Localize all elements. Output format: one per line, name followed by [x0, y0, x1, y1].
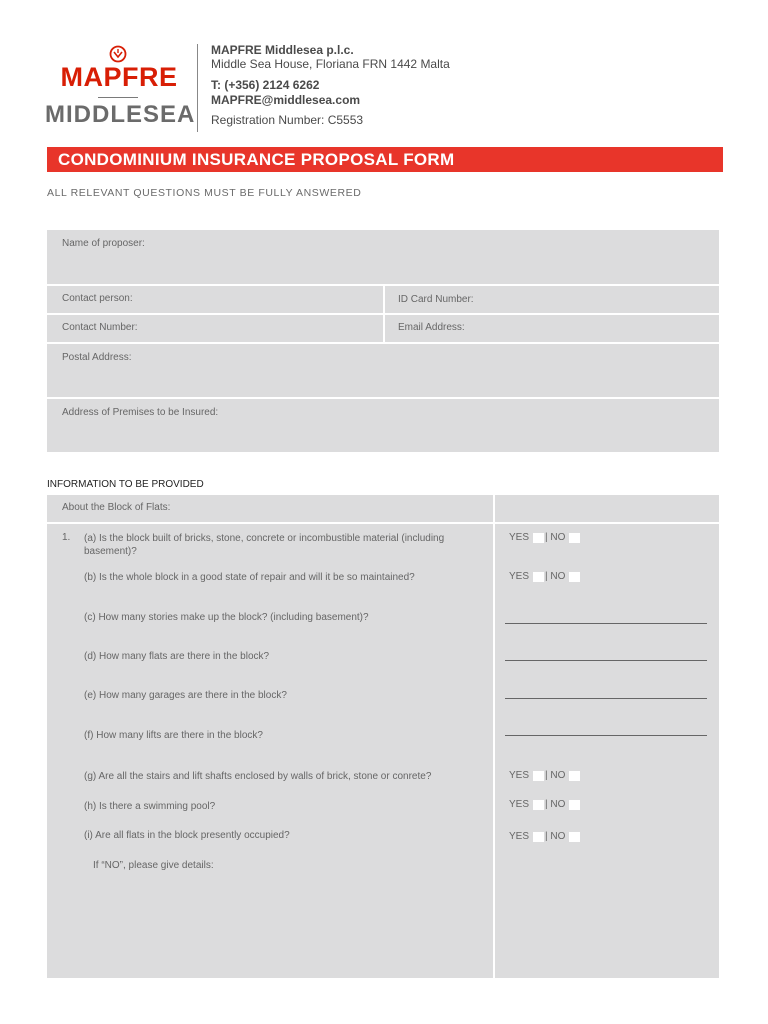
- answer-c-line[interactable]: [505, 623, 707, 624]
- logo-sub: MIDDLESEA: [45, 101, 196, 128]
- info-heading: INFORMATION TO BE PROVIDED: [47, 479, 204, 490]
- form-subtitle: ALL RELEVANT QUESTIONS MUST BE FULLY ANSWERED: [47, 187, 362, 199]
- answer-b-no-checkbox[interactable]: [569, 572, 580, 582]
- answer-header-cell: [495, 495, 719, 522]
- answer-a-yes-checkbox[interactable]: [533, 533, 544, 543]
- about-label: About the Block of Flats:: [62, 502, 171, 513]
- yes-label: YES: [509, 770, 530, 781]
- form-title: CONDOMINIUM INSURANCE PROPOSAL FORM: [58, 150, 455, 169]
- premises-address-label: Address of Premises to be Insured:: [62, 407, 219, 418]
- question-h: (h) Is there a swimming pool?: [84, 801, 216, 812]
- question-b: (b) Is the whole block in a good state of repair and will it be so maintained?: [84, 572, 415, 583]
- answer-e-line[interactable]: [505, 698, 707, 699]
- answer-h-yesno: [509, 799, 581, 810]
- name-of-proposer-label: Name of proposer:: [62, 238, 145, 249]
- contact-person-label: Contact person:: [62, 293, 133, 304]
- mapfre-emblem-icon: [105, 44, 131, 64]
- question-a: (a) Is the block built of bricks, stone, concrete or incombustible material (including basement)?: [84, 533, 445, 557]
- details-field[interactable]: [93, 876, 483, 972]
- answer-b-yesno: [509, 571, 581, 582]
- question-e: (e) How many garages are there in the block?: [84, 690, 287, 701]
- answer-g-yes-checkbox[interactable]: [533, 771, 544, 781]
- answer-d-line[interactable]: [505, 660, 707, 661]
- header-divider: [197, 44, 198, 132]
- id-card-label: ID Card Number:: [398, 294, 474, 305]
- logo-divider: [98, 97, 138, 98]
- answers-cell: [495, 524, 719, 978]
- answer-a-no-checkbox[interactable]: [569, 533, 580, 543]
- yes-label: YES: [509, 571, 530, 582]
- logo-brand: MAPFRE: [60, 62, 178, 92]
- company-name: MAPFRE Middlesea p.l.c.: [211, 43, 354, 57]
- answer-h-yes-checkbox[interactable]: [533, 800, 544, 810]
- answer-b-yes-checkbox[interactable]: [533, 572, 544, 582]
- company-email: MAPFRE@middlesea.com: [211, 93, 361, 107]
- question-c: (c) How many stories make up the block? (including basement)?: [84, 612, 369, 623]
- answer-h-no-checkbox[interactable]: [569, 800, 580, 810]
- answer-i-no-checkbox[interactable]: [569, 832, 580, 842]
- no-label: | NO: [545, 770, 566, 781]
- no-label: | NO: [545, 831, 566, 842]
- question-d: (d) How many flats are there in the block?: [84, 651, 270, 662]
- answer-g-yesno: [509, 770, 581, 781]
- answer-g-no-checkbox[interactable]: [569, 771, 580, 781]
- question-g: (g) Are all the stairs and lift shafts enclosed by walls of brick, stone or conrete?: [84, 771, 432, 782]
- question-i: (i) Are all flats in the block presently occupied?: [84, 830, 290, 841]
- answer-i-yesno: [509, 831, 581, 842]
- no-label: | NO: [545, 571, 566, 582]
- email-label: Email Address:: [398, 322, 465, 333]
- company-address: Middle Sea House, Floriana FRN 1442 Malta: [211, 57, 450, 71]
- contact-number-label: Contact Number:: [62, 322, 138, 333]
- no-label: | NO: [545, 532, 566, 543]
- name-of-proposer-field[interactable]: [47, 230, 719, 284]
- company-registration: Registration Number: C5553: [211, 113, 364, 127]
- answer-f-line[interactable]: [505, 735, 707, 736]
- yes-label: YES: [509, 532, 530, 543]
- answer-a-yesno: [509, 532, 581, 543]
- question-f: (f) How many lifts are there in the block?: [84, 730, 263, 741]
- details-prompt: If “NO”, please give details:: [93, 860, 214, 871]
- no-label: | NO: [545, 799, 566, 810]
- yes-label: YES: [509, 799, 530, 810]
- yes-label: YES: [509, 831, 530, 842]
- answer-i-yes-checkbox[interactable]: [533, 832, 544, 842]
- postal-address-label: Postal Address:: [62, 352, 132, 363]
- company-phone: T: (+356) 2124 6262: [211, 78, 320, 92]
- question-number: 1.: [62, 532, 71, 543]
- postal-address-field[interactable]: [47, 344, 719, 397]
